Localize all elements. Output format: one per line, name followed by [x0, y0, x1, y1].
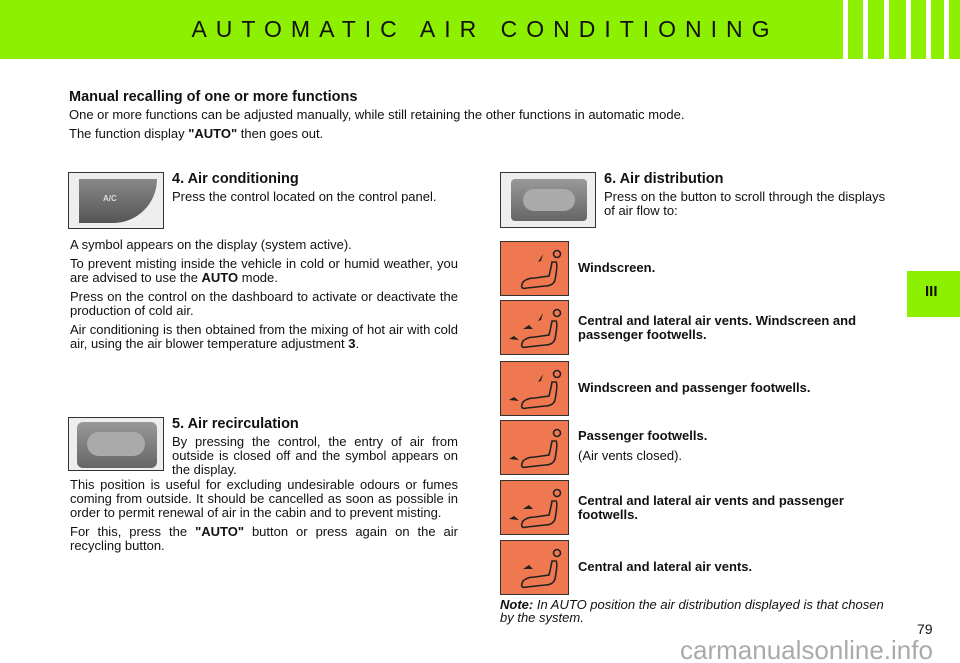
- distribution-desc: Press on the button to scroll through the displays of air flow to:: [604, 189, 886, 218]
- footwell-arrow: [509, 456, 519, 460]
- recirculation-body: This position is useful for excluding undesirable odours or fumes coming from outside. It should be cancelled as soon as possible in order to permit renewal of air in the cabin and to prevent misting. For this, press the "AUTO" button or press again on the air recycling button.: [70, 477, 459, 553]
- car-recirculation-icon: [87, 432, 145, 456]
- mode-sublabel: (Air vents closed).: [578, 448, 683, 463]
- intro-line1: One or more functions can be adjusted manually, while still retaining the other functions in automatic mode.: [69, 107, 685, 122]
- vent-arrow: [523, 565, 533, 569]
- recirculation-desc: By pressing the control, the entry of air from outside is closed off and the symbol appears on the display.: [172, 434, 458, 477]
- mode-label: Central and lateral air vents and passenger footwells.: [578, 493, 844, 522]
- air-flow-mode-label: [578, 314, 898, 342]
- windscreen-arrow: [538, 313, 543, 321]
- footwell-arrow: [509, 397, 519, 401]
- ac-button-label: A/C: [103, 194, 117, 203]
- page-number: 79: [917, 621, 933, 637]
- mode-label: Central and lateral air vents.: [578, 559, 753, 574]
- air-flow-mode-icon: [500, 540, 569, 595]
- air-flow-mode-label: [578, 429, 898, 463]
- header-bar: [0, 0, 960, 59]
- air-flow-mode-icon: [500, 480, 569, 535]
- recirculation-button-image: [68, 417, 164, 471]
- air-flow-mode-icon: [500, 361, 569, 416]
- footwell-arrow: [509, 336, 519, 340]
- windscreen-arrow: [538, 254, 543, 262]
- page-title: AUTOMATIC AIR CONDITIONING: [191, 16, 779, 42]
- ac-heading: 4. Air conditioning: [172, 171, 299, 187]
- footwell-arrow: [509, 516, 519, 520]
- air-distribution-icon: [523, 189, 575, 211]
- air-flow-mode-label: [578, 381, 898, 395]
- vent-arrow: [523, 325, 533, 329]
- mode-label: Central and lateral air vents. Windscreen and passenger footwells.: [578, 313, 857, 342]
- section-tab-label: III: [925, 283, 938, 300]
- intro-heading: Manual recalling of one or more functions: [69, 89, 358, 105]
- intro-line2: The function display "AUTO" then goes out.: [69, 126, 324, 141]
- air-flow-mode-label: [578, 494, 898, 522]
- vent-arrow: [523, 505, 533, 509]
- windscreen-arrow: [538, 374, 543, 382]
- ac-button-image: [68, 172, 164, 229]
- section-tab[interactable]: [907, 271, 960, 317]
- watermark: carmanualsonline.info: [680, 635, 933, 663]
- air-flow-mode-icon: [500, 241, 569, 296]
- mode-label: Passenger footwells.: [578, 428, 708, 443]
- ac-desc: Press the control located on the control panel.: [172, 189, 437, 204]
- mode-label: Windscreen and passenger footwells.: [578, 380, 811, 395]
- air-flow-mode-icon: [500, 300, 569, 355]
- air-flow-mode-icon: [500, 420, 569, 475]
- recirculation-heading: 5. Air recirculation: [172, 416, 299, 432]
- distribution-button-image: [500, 172, 596, 228]
- air-flow-mode-label: [578, 261, 898, 275]
- mode-label: Windscreen.: [578, 260, 656, 275]
- ac-body: A symbol appears on the display (system active). To prevent misting inside the vehicle in cold or humid weather, you are advised to use the AUTO mode. Press on the control on the dashboard to activate or deactivate the production of cold air. Air conditioning is then obtained from the mixing of hot air with cold air, using the air blower temperature adjustment 3.: [70, 237, 458, 351]
- distribution-heading: 6. Air distribution: [604, 171, 724, 187]
- distribution-note: Note: In AUTO position the air distribution displayed is that chosen by the system.: [500, 597, 884, 625]
- air-flow-mode-label: [578, 560, 898, 574]
